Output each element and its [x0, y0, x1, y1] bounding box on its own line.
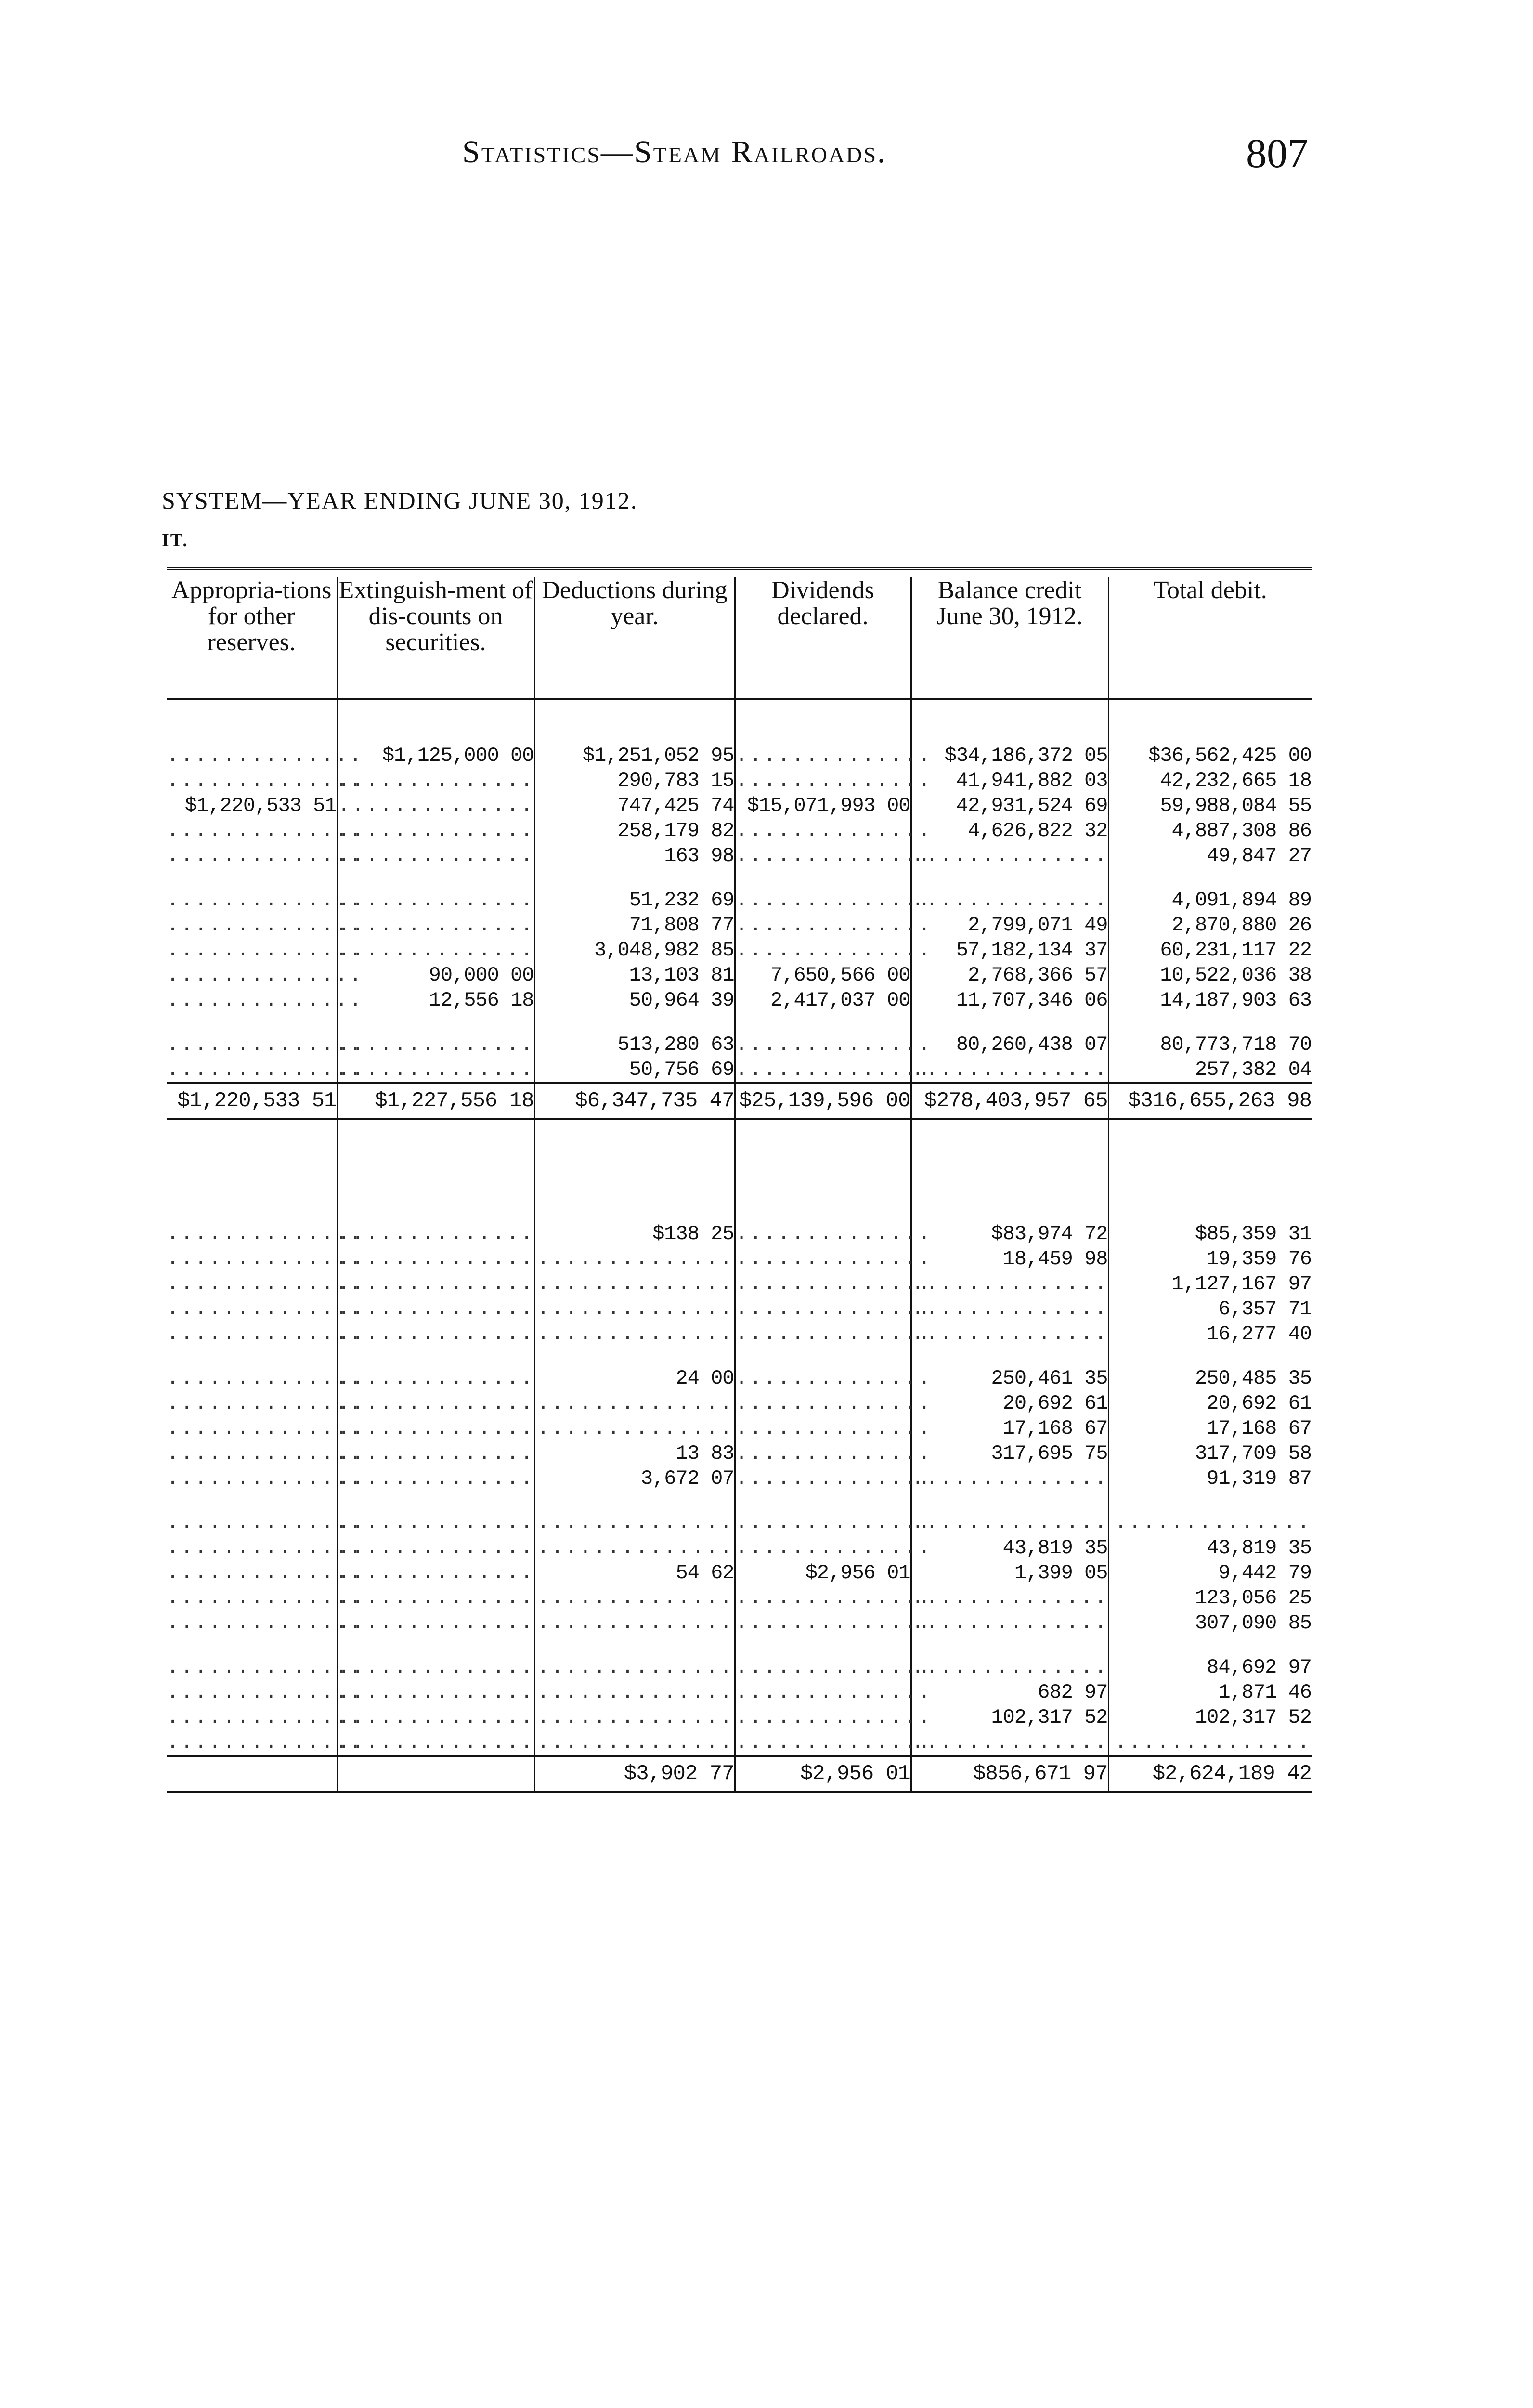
- table-cell: ..............: [167, 1561, 364, 1584]
- table-cell: ..............: [911, 1730, 1108, 1756]
- table-cell: 84,692 97: [1207, 1656, 1312, 1679]
- table-cell: ..............: [338, 844, 535, 867]
- table-cell: ..............: [735, 769, 933, 792]
- table-cell: 49,847 27: [1207, 844, 1312, 867]
- table-cell: ..............: [735, 1706, 933, 1729]
- table-row: [167, 743, 1312, 768]
- table-cell: 42,931,524 69: [911, 793, 1108, 818]
- table-cell: 18,459 98: [911, 1246, 1108, 1271]
- table-cell: 1,127,167 97: [1171, 1272, 1312, 1296]
- table-cell: ..............: [167, 769, 364, 792]
- total-cell: $25,139,596 00: [735, 1083, 911, 1119]
- ledger-table: [167, 567, 1312, 1798]
- table-cell: ..............: [338, 1322, 535, 1346]
- table-cell: 51,232 69: [534, 888, 735, 913]
- table-cell: ..............: [338, 1511, 535, 1534]
- table-cell: ..............: [911, 844, 1109, 867]
- table-cell: ..............: [911, 889, 1109, 912]
- table-cell: ..............: [167, 819, 364, 842]
- table-cell: 290,783 15: [534, 768, 735, 793]
- table-cell: $83,974 72: [911, 1221, 1108, 1246]
- table-cell: ..............: [167, 1730, 337, 1756]
- table-cell: ..............: [167, 1442, 364, 1465]
- table-cell: 2,768,366 57: [911, 963, 1108, 988]
- table-cell: 24 00: [534, 1366, 735, 1391]
- table-cell: ..............: [735, 1272, 933, 1296]
- table-cell: ..............: [338, 1033, 535, 1056]
- table-cell: ..............: [534, 1680, 735, 1705]
- table-cell: $1,251,052 95: [534, 743, 735, 768]
- table-cell: $85,359 31: [1195, 1222, 1312, 1245]
- table-cell: 682 97: [911, 1680, 1108, 1705]
- table-cell: ..............: [911, 1057, 1108, 1083]
- table-cell: ..............: [167, 1681, 364, 1704]
- table-cell: 80,773,718 70: [1160, 1033, 1312, 1056]
- table-cell: 747,425 74: [534, 793, 735, 818]
- table-cell: 13 83: [534, 1441, 735, 1466]
- table-cell: ..............: [167, 1272, 364, 1296]
- table-cell: ..............: [167, 1367, 364, 1390]
- table-cell: 59,988,084 55: [1160, 794, 1312, 817]
- table-cell: $34,186,372 05: [911, 743, 1108, 768]
- table-cell: ..............: [338, 1247, 535, 1270]
- table-cell: ..............: [338, 1297, 535, 1321]
- table-cell: ..............: [167, 1222, 364, 1245]
- table-cell: ..............: [338, 794, 535, 817]
- table-cell: 41,941,882 03: [911, 768, 1108, 793]
- table-row: [167, 913, 1312, 938]
- table-cell: 4,887,308 86: [1171, 819, 1312, 842]
- table-cell: 43,819 35: [1207, 1536, 1312, 1559]
- table-cell: ..............: [735, 1681, 933, 1704]
- total-row: [167, 1756, 1312, 1792]
- table-cell: ..............: [167, 1247, 364, 1270]
- table-cell: ..............: [735, 1611, 933, 1635]
- top-rule: [167, 569, 1312, 578]
- table-cell: ..............: [338, 914, 535, 937]
- table-cell: 102,317 52: [911, 1705, 1108, 1730]
- table-row: [167, 793, 1312, 818]
- table-cell: ..............: [534, 1705, 735, 1730]
- total-cell: $278,403,957 65: [911, 1083, 1108, 1119]
- table-cell: ..............: [338, 1392, 535, 1415]
- table-cell: ..............: [534, 1535, 735, 1560]
- table-cell: ..............: [534, 1296, 735, 1322]
- table-cell: $36,562,425 00: [1148, 744, 1312, 767]
- total-cell: $316,655,263 98: [1108, 1083, 1312, 1119]
- table-cell: ..............: [338, 1536, 535, 1559]
- table-cell: ..............: [167, 1706, 364, 1729]
- table-cell: 80,260,438 07: [911, 1032, 1108, 1057]
- table-cell: 4,091,894 89: [1171, 889, 1312, 912]
- table-cell: 10,522,036 38: [1160, 964, 1312, 987]
- table-cell: ..............: [534, 1655, 735, 1680]
- table-cell: ..............: [534, 1271, 735, 1296]
- table-cell: ..............: [911, 1611, 1109, 1635]
- table-cell: 17,168 67: [1207, 1417, 1312, 1440]
- table-cell: ..............: [338, 1656, 535, 1679]
- table-cell: 513,280 63: [534, 1032, 735, 1057]
- table-cell: ..............: [735, 1392, 933, 1415]
- total-cell: [167, 1756, 337, 1792]
- table-cell: ..............: [167, 1297, 364, 1321]
- table-row: [167, 1271, 1312, 1296]
- table-cell: ..............: [167, 1586, 364, 1610]
- table-cell: ..............: [338, 1417, 535, 1440]
- table-cell: ..............: [534, 1730, 735, 1756]
- table-cell: 12,556 18: [337, 988, 534, 1013]
- table-cell: ..............: [337, 1730, 534, 1756]
- table-cell: 250,485 35: [1195, 1367, 1312, 1390]
- table-cell: ..............: [338, 769, 535, 792]
- table-cell: ..............: [167, 1611, 364, 1635]
- table-row: [167, 1391, 1312, 1416]
- table-cell: 250,461 35: [911, 1366, 1108, 1391]
- table-cell: ..............: [911, 1297, 1109, 1321]
- table-cell: ..............: [338, 939, 535, 962]
- table-cell: 163 98: [534, 843, 735, 868]
- table-cell: ..............: [534, 1416, 735, 1441]
- table-row: [167, 938, 1312, 963]
- table-cell: ..............: [911, 1322, 1109, 1346]
- table-cell: 7,650,566 00: [735, 963, 911, 988]
- table-cell: ..............: [534, 1246, 735, 1271]
- table-cell: 54 62: [534, 1560, 735, 1585]
- table-cell: ..............: [1115, 1731, 1312, 1754]
- table-cell: 3,672 07: [534, 1466, 735, 1491]
- table-cell: ..............: [167, 889, 364, 912]
- table-cell: ..............: [735, 1656, 933, 1679]
- table-cell: 257,382 04: [1195, 1058, 1312, 1081]
- table-cell: 13,103 81: [534, 963, 735, 988]
- column-header: Balance credit June 30, 1912.: [911, 577, 1108, 699]
- table-row: [167, 818, 1312, 843]
- table-row: [167, 888, 1312, 913]
- table-row: [167, 1057, 1312, 1083]
- table-row: [167, 1246, 1312, 1271]
- table-row: [167, 768, 1312, 793]
- table-cell: ..............: [735, 1467, 933, 1490]
- table-cell: ..............: [735, 914, 933, 937]
- table-cell: ..............: [735, 939, 933, 962]
- table-cell: ..............: [1115, 1511, 1312, 1534]
- bottom-rule: [167, 1792, 1312, 1798]
- table-cell: ..............: [338, 819, 535, 842]
- table-cell: ..............: [735, 1222, 933, 1245]
- table-cell: ..............: [338, 1561, 535, 1584]
- table-cell: ..............: [167, 939, 364, 962]
- total-cell: $2,956 01: [735, 1756, 911, 1792]
- table-cell: 90,000 00: [337, 963, 534, 988]
- table-row: [167, 1560, 1312, 1585]
- total-cell: $1,227,556 18: [337, 1083, 534, 1119]
- table-cell: ..............: [534, 1610, 735, 1636]
- table-cell: ..............: [338, 1467, 535, 1490]
- table-cell: ..............: [167, 1392, 364, 1415]
- table-cell: ..............: [735, 819, 933, 842]
- section-gap: [167, 1119, 1312, 1178]
- total-row: [167, 1083, 1312, 1119]
- page-number: 807: [1246, 130, 1308, 176]
- table-cell: ..............: [534, 1510, 735, 1535]
- table-cell: ..............: [735, 1536, 933, 1559]
- table-cell: ..............: [338, 1222, 535, 1245]
- total-cell: [337, 1756, 534, 1792]
- table-cell: ..............: [911, 1467, 1109, 1490]
- total-cell: $856,671 97: [911, 1756, 1108, 1792]
- table-row: [167, 1510, 1312, 1535]
- table-cell: ..............: [911, 1511, 1109, 1534]
- table-cell: ..............: [911, 1656, 1109, 1679]
- table-cell: ..............: [167, 1511, 364, 1534]
- table-cell: ..............: [534, 1585, 735, 1610]
- table-row: [167, 1466, 1312, 1491]
- table-cell: ..............: [167, 1057, 337, 1083]
- table-row: [167, 1730, 1312, 1756]
- table-cell: ..............: [911, 1586, 1109, 1610]
- table-cell: 17,168 67: [911, 1416, 1108, 1441]
- table-cell: 2,870,880 26: [1171, 914, 1312, 937]
- table-cell: ..............: [167, 914, 364, 937]
- table-cell: 1,399 05: [911, 1560, 1108, 1585]
- table-cell: 60,231,117 22: [1160, 939, 1312, 962]
- table-cell: 91,319 87: [1207, 1467, 1312, 1490]
- table-cell: ..............: [167, 1322, 364, 1346]
- table-cell: ..............: [338, 1681, 535, 1704]
- table-cell: ..............: [735, 844, 933, 867]
- table-row: [167, 988, 1312, 1013]
- total-cell: $1,220,533 51: [167, 1083, 337, 1119]
- section-subtitle: IT.: [162, 530, 189, 550]
- table-cell: 317,709 58: [1195, 1442, 1312, 1465]
- group-spacer: [167, 1491, 1312, 1510]
- table-cell: 16,277 40: [1207, 1322, 1312, 1346]
- total-cell: $6,347,735 47: [534, 1083, 735, 1119]
- spacer-row: [167, 699, 1312, 743]
- table-row: [167, 1441, 1312, 1466]
- table-cell: ..............: [338, 889, 535, 912]
- table-cell: ..............: [735, 1417, 933, 1440]
- table-cell: ..............: [735, 1511, 933, 1534]
- table-cell: ..............: [167, 989, 364, 1012]
- table-cell: 50,756 69: [534, 1057, 735, 1083]
- table-cell: 317,695 75: [911, 1441, 1108, 1466]
- table-cell: ..............: [534, 1391, 735, 1416]
- total-cell: $3,902 77: [534, 1756, 735, 1792]
- table-cell: ..............: [167, 1656, 364, 1679]
- table-cell: ..............: [911, 1272, 1109, 1296]
- table-row: [167, 843, 1312, 868]
- table-cell: ..............: [338, 1706, 535, 1729]
- table-cell: ..............: [338, 1272, 535, 1296]
- table-row: [167, 963, 1312, 988]
- total-cell: $2,624,189 42: [1108, 1756, 1312, 1792]
- table-cell: ..............: [735, 1297, 933, 1321]
- table-row: [167, 1366, 1312, 1391]
- table-cell: 2,417,037 00: [735, 988, 911, 1013]
- table-cell: 57,182,134 37: [911, 938, 1108, 963]
- table-cell: ..............: [735, 1322, 933, 1346]
- table-cell: 6,357 71: [1218, 1297, 1312, 1321]
- table-cell: 1,871 46: [1218, 1681, 1312, 1704]
- table-row: [167, 1535, 1312, 1560]
- table-cell: 123,056 25: [1195, 1586, 1312, 1610]
- table-cell: $138 25: [534, 1221, 735, 1246]
- column-header: Deductions during year.: [534, 577, 735, 699]
- table-cell: 43,819 35: [911, 1535, 1108, 1560]
- table-cell: ..............: [167, 1033, 364, 1056]
- table-cell: 20,692 61: [911, 1391, 1108, 1416]
- section-title: SYSTEM—YEAR ENDING JUNE 30, 1912.: [162, 487, 638, 514]
- table-cell: 9,442 79: [1218, 1561, 1312, 1584]
- table-row: [167, 1585, 1312, 1610]
- table-cell: ..............: [338, 1442, 535, 1465]
- table-row: [167, 1705, 1312, 1730]
- table-cell: $1,220,533 51: [167, 793, 337, 818]
- table-cell: ..............: [735, 1247, 933, 1270]
- table-row: [167, 1296, 1312, 1322]
- table-cell: 14,187,903 63: [1160, 989, 1312, 1012]
- table-cell: ..............: [338, 1586, 535, 1610]
- table-cell: 42,232,665 18: [1160, 769, 1312, 792]
- table-row: [167, 1322, 1312, 1347]
- group-spacer: [167, 1347, 1312, 1366]
- column-header: Extinguish-ment of dis-counts on securities.: [337, 577, 534, 699]
- table-row: [167, 1416, 1312, 1441]
- table-row: [167, 1680, 1312, 1705]
- table-row: [167, 1655, 1312, 1680]
- group-spacer: [167, 868, 1312, 888]
- table-cell: $1,125,000 00: [337, 743, 534, 768]
- table-cell: 2,799,071 49: [911, 913, 1108, 938]
- table-cell: ..............: [167, 1417, 364, 1440]
- table-cell: ..............: [338, 1611, 535, 1635]
- running-title: Statistics—Steam Railroads.: [462, 134, 887, 170]
- table-cell: 307,090 85: [1195, 1611, 1312, 1635]
- table-cell: 258,179 82: [534, 818, 735, 843]
- table-cell: ..............: [735, 1033, 933, 1056]
- table-cell: ..............: [735, 1730, 911, 1756]
- table-cell: ..............: [735, 1057, 911, 1083]
- table-cell: ..............: [167, 744, 364, 767]
- column-header: Dividends declared.: [735, 577, 911, 699]
- table-cell: 71,808 77: [534, 913, 735, 938]
- table-cell: ..............: [167, 1536, 364, 1559]
- table-cell: ..............: [735, 1586, 933, 1610]
- table-cell: ..............: [338, 1367, 535, 1390]
- table-cell: ..............: [534, 1322, 735, 1347]
- table-cell: $2,956 01: [735, 1560, 911, 1585]
- table-cell: 4,626,822 32: [911, 818, 1108, 843]
- column-header: Appropria-tions for other reserves.: [167, 577, 337, 699]
- table-cell: 19,359 76: [1207, 1247, 1312, 1270]
- table-cell: 20,692 61: [1207, 1392, 1312, 1415]
- table-row: [167, 1032, 1312, 1057]
- table-cell: ..............: [167, 964, 364, 987]
- table-cell: 11,707,346 06: [911, 988, 1108, 1013]
- spacer-row: [167, 1178, 1312, 1221]
- table-cell: 50,964 39: [534, 988, 735, 1013]
- table-cell: ..............: [735, 744, 933, 767]
- table-cell: $15,071,993 00: [735, 793, 911, 818]
- table-cell: ..............: [167, 844, 364, 867]
- column-header-row: [167, 577, 1312, 699]
- group-spacer: [167, 1013, 1312, 1032]
- table-cell: ..............: [735, 889, 933, 912]
- table-cell: ..............: [735, 1367, 933, 1390]
- table-cell: ..............: [337, 1057, 534, 1083]
- table-cell: ..............: [167, 1467, 364, 1490]
- group-spacer: [167, 1636, 1312, 1655]
- column-header: Total debit.: [1108, 577, 1312, 699]
- table-row: [167, 1610, 1312, 1636]
- table-row: [167, 1221, 1312, 1246]
- table-cell: 3,048,982 85: [534, 938, 735, 963]
- table-cell: ..............: [735, 1442, 933, 1465]
- table-cell: 102,317 52: [1195, 1706, 1312, 1729]
